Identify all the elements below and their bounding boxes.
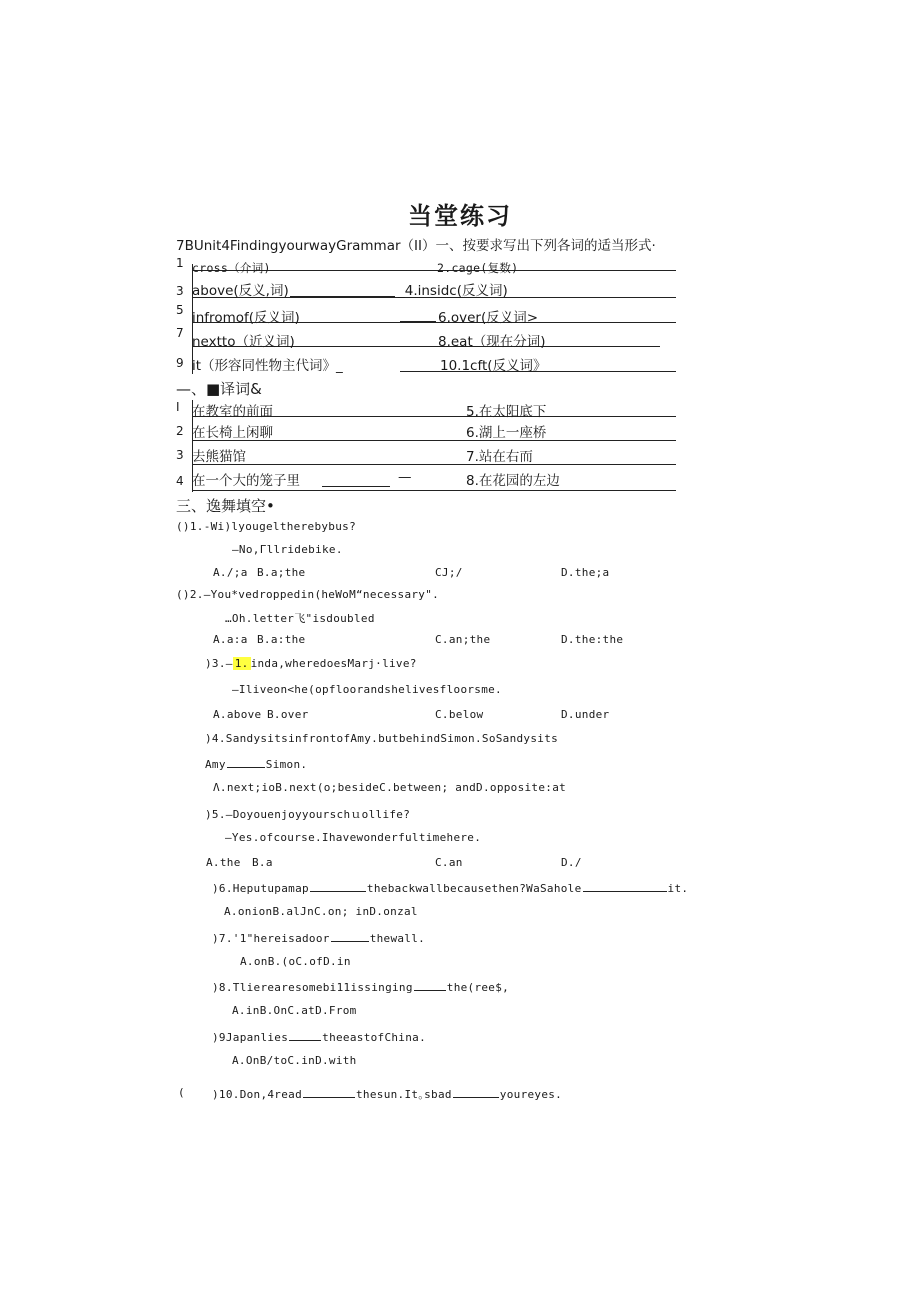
blank-line bbox=[583, 880, 667, 892]
question-text: )10.Don,4read bbox=[212, 1088, 302, 1101]
option: A.the bbox=[206, 856, 241, 869]
table-rule bbox=[192, 490, 676, 491]
translation-cell: 5.在太阳底下 bbox=[466, 404, 547, 420]
row-number: 1 bbox=[176, 256, 184, 270]
question-3 bbox=[205, 657, 417, 670]
row-number: 3 bbox=[176, 448, 184, 462]
option: C.an;the bbox=[435, 633, 491, 646]
page-title: 当堂练习 bbox=[408, 202, 512, 230]
blank-line bbox=[310, 880, 366, 892]
row-number: 4 bbox=[176, 474, 184, 488]
option: A.inB.OnC.atD.From bbox=[232, 1004, 357, 1017]
row-number: 5 bbox=[176, 303, 184, 317]
question-text: thebackwallbecausethen?WaSahole bbox=[366, 882, 582, 895]
option: A.above bbox=[213, 708, 262, 721]
translation-cell: 6.湖上一座桥 bbox=[466, 425, 547, 441]
blank-line bbox=[331, 930, 369, 942]
blank-line bbox=[227, 756, 265, 768]
question-4: )4.SandysitsinfrontofAmy.butbehindSimon.SoSandysits bbox=[205, 732, 559, 745]
option-text: A.onion bbox=[224, 905, 273, 918]
question-text: thewall. bbox=[369, 932, 426, 945]
question-text: )7.'1"hereisadoor bbox=[212, 932, 330, 945]
row-number: 7 bbox=[176, 326, 184, 340]
question-3-reply: —Iliveon<he(opfloorandshelivesfloorsme. bbox=[232, 683, 502, 696]
question-10-paren: ( bbox=[178, 1086, 185, 1099]
option: B.a bbox=[252, 856, 273, 869]
answer-cell: _4.insidc(反义词) bbox=[398, 283, 508, 299]
translation-cell: 在一个大的笼子里 bbox=[192, 473, 300, 489]
option: A.onB.(oC.ofD.in bbox=[240, 955, 351, 968]
row-number: 9 bbox=[176, 356, 184, 370]
answer-cell: 8.eat（现在分词) bbox=[438, 334, 546, 350]
translation-cell: 7.站在右而 bbox=[466, 449, 533, 465]
highlight-mark: 1. bbox=[234, 657, 249, 670]
option: D.under bbox=[561, 708, 610, 721]
translation-cell: 在教室的前面 bbox=[192, 404, 273, 420]
option: B.a:the bbox=[257, 633, 306, 646]
translation-cell: 在长椅上闲聊 bbox=[192, 425, 273, 441]
section-heading: 三、逸舞填空• bbox=[176, 497, 275, 515]
option: B.a;the bbox=[257, 566, 306, 579]
blank-line bbox=[414, 979, 446, 991]
question-1-reply: —No,Γllridebike. bbox=[232, 543, 343, 556]
question-8 bbox=[212, 979, 509, 994]
question-7 bbox=[212, 930, 425, 945]
answer-cell: cross（介词) bbox=[192, 261, 271, 275]
question-5-reply: —Yes.ofcourse.Ihavewonderfultimehere. bbox=[225, 831, 482, 844]
blank-line bbox=[453, 1086, 499, 1098]
question-text: Amy bbox=[205, 758, 226, 771]
option: C.below bbox=[435, 708, 484, 721]
row-number: 3 bbox=[176, 284, 184, 298]
option: CJ;/ bbox=[435, 566, 463, 579]
option: A.OnB/toC.inD.with bbox=[232, 1054, 357, 1067]
question-text: )9Japanlies bbox=[212, 1031, 289, 1044]
translation-cell: 8.在花园的左边 bbox=[466, 473, 560, 489]
option: D.the;a bbox=[561, 566, 610, 579]
answer-cell: nextto（近义词) bbox=[192, 334, 295, 350]
option: C.an bbox=[435, 856, 463, 869]
row-number: 2 bbox=[176, 424, 184, 438]
section-heading: —、■译词& bbox=[176, 380, 262, 398]
translation-cell: 去熊猫馆 bbox=[192, 449, 246, 465]
dash: — bbox=[398, 469, 412, 485]
question-text: )6.Heputupamap bbox=[212, 882, 309, 895]
answer-cell: infromof(反义词) bbox=[192, 310, 300, 326]
question-text: youreyes. bbox=[499, 1088, 563, 1101]
question-9 bbox=[212, 1029, 426, 1044]
answer-cell: 6.over(反义词> bbox=[438, 310, 539, 326]
option bbox=[224, 905, 418, 918]
question-10 bbox=[212, 1086, 562, 1102]
question-text: inda,wheredoesMarj·live? bbox=[250, 657, 417, 670]
row-number: I bbox=[176, 400, 180, 414]
question-text: the(ree$, bbox=[446, 981, 510, 994]
blank-line bbox=[322, 486, 390, 487]
subtitle: 7BUnit4FindingyourwayGrammar（II）一、按要求写出下列各词的适当形式· bbox=[176, 238, 656, 254]
blank-line bbox=[303, 1086, 355, 1098]
table-rule bbox=[192, 464, 676, 465]
option: Λ.next;ioB.next(o;besideC.between; andD.opposite:at bbox=[213, 781, 567, 794]
option: A./;a bbox=[213, 566, 248, 579]
option-text: B.alJnC.on; inD.onzal bbox=[272, 905, 418, 918]
blank-line bbox=[290, 296, 395, 297]
option: A.a:a bbox=[213, 633, 248, 646]
question-1: ()1.-Wi)lyougeltherebybus? bbox=[176, 520, 356, 533]
question-text: thesun.It｡sbad bbox=[356, 1088, 452, 1101]
answer-cell: above(反义,词) bbox=[192, 283, 289, 299]
question-text: theeastofChina. bbox=[322, 1031, 426, 1044]
question-prefix: )3.— bbox=[205, 657, 233, 670]
question-6 bbox=[212, 880, 688, 895]
option: D./ bbox=[561, 856, 582, 869]
answer-cell: it（形容同性物主代词》_ bbox=[192, 358, 343, 374]
question-2-reply: …Oh.letter飞"isdoubled bbox=[225, 612, 375, 625]
option: B.over bbox=[267, 708, 309, 721]
question-2: ()2.—You*vedroppedin(heWoM“necessary". bbox=[176, 588, 440, 601]
answer-cell: 2.cage(复数) bbox=[437, 261, 519, 275]
question-4-cont bbox=[205, 756, 307, 771]
option: D.the:the bbox=[561, 633, 624, 646]
answer-cell: 10.1cft(反义词》 bbox=[440, 358, 547, 374]
question-text: Simon. bbox=[265, 758, 308, 771]
question-text: )8.Tlierearesomebi11issinging bbox=[212, 981, 413, 994]
blank-line bbox=[400, 321, 436, 322]
question-5: )5.—Doyouenjoyyourschｕollife? bbox=[205, 808, 411, 821]
blank-line bbox=[289, 1029, 321, 1041]
question-text: it. bbox=[667, 882, 689, 895]
